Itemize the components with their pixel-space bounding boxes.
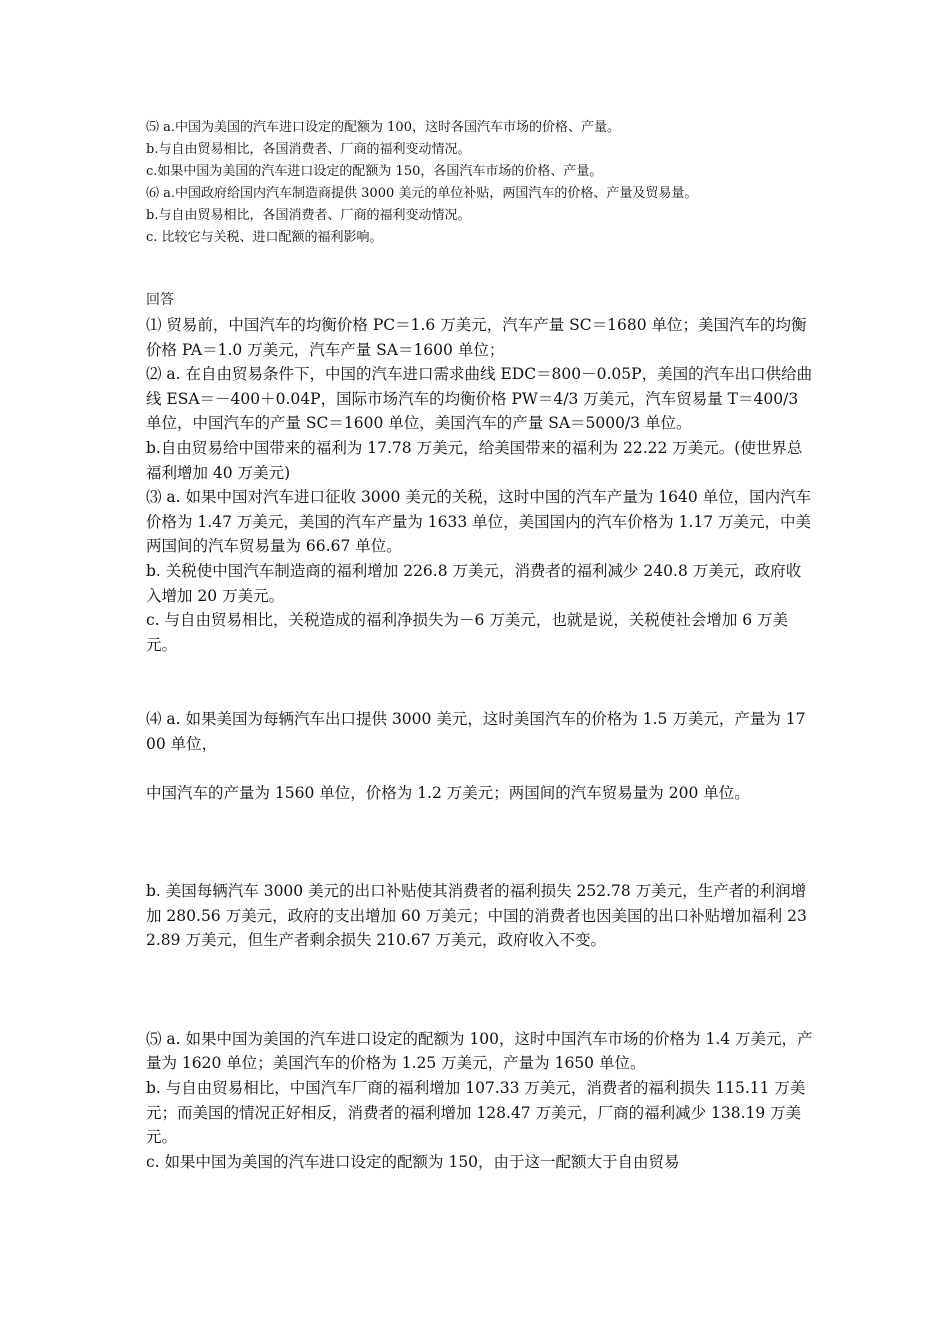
answer-section	[146, 291, 814, 1174]
answer-4a-part2: 中国汽车的产量为 1560 单位，价格为 1.2 万美元；两国间的汽车贸易量为 200 单位。	[146, 783, 750, 802]
answer-header: 回答	[146, 292, 174, 308]
question-6a: ⑹ a.中国政府给国内汽车制造商提供 3000 美元的单位补贴，两国汽车的价格、产量及贸易量。	[146, 186, 698, 201]
answer-5c: c. 如果中国为美国的汽车进口设定的配额为 150，由于这一配额大于自由贸易	[146, 1152, 680, 1171]
spacer	[146, 657, 814, 707]
answer-4b: b. 美国每辆汽车 3000 美元的出口补贴使其消费者的福利损失 252.78 万美元，生产者的利润增加 280.56 万美元，政府的支出增加 60 万美元；中国的消费者也因美国的出口补贴增加福利 232.89 万美元，但生产者剩余损失 210.67 万美元，政府收入不变。	[146, 882, 807, 950]
answer-4a-part1: ⑷ a. 如果美国为每辆汽车出口提供 3000 美元，这时美国汽车的价格为 1.5 万美元，产量为 1700 单位，	[146, 710, 806, 753]
answer-2b: b.自由贸易给中国带来的福利为 17.78 万美元，给美国带来的福利为 22.22 万美元。(使世界总福利增加 40 万美元)	[146, 438, 803, 482]
answer-1: ⑴ 贸易前，中国汽车的均衡价格 PC＝1.6 万美元，汽车产量 SC＝1680 单位；美国汽车的均衡价格 PA＝1.0 万美元，汽车产量 SA＝1600 单位；	[146, 316, 807, 359]
spacer	[146, 805, 814, 879]
question-list	[146, 117, 826, 249]
answer-3a: ⑶ a. 如果中国对汽车进口征收 3000 美元的关税，这时中国的汽车产量为 1640 单位，国内汽车价格为 1.47 万美元，美国的汽车产量为 1633 单位，美国国内的汽车价格为 1.17 万美元，中美两国间的汽车贸易量为 66.67 单位。	[146, 488, 812, 556]
answer-3c: c. 与自由贸易相比，关税造成的福利净损失为－6 万美元，也就是说，关税使社会增加 6 万美元。	[146, 611, 789, 654]
spacer	[146, 953, 814, 1027]
answer-3b: b. 关税使中国汽车制造商的福利增加 226.8 万美元，消费者的福利减少 240.8 万美元，政府收入增加 20 万美元。	[146, 561, 802, 605]
question-6b: b.与自由贸易相比，各国消费者、厂商的福利变动情况。	[146, 208, 471, 223]
question-5b: b.与自由贸易相比，各国消费者、厂商的福利变动情况。	[146, 142, 471, 157]
question-5a: ⑸ a.中国为美国的汽车进口设定的配额为 100，这时各国汽车市场的价格、产量。	[146, 120, 620, 135]
question-5c: c.如果中国为美国的汽车进口设定的配额为 150，各国汽车市场的价格、产量。	[146, 164, 603, 179]
answer-5a: ⑸ a. 如果中国为美国的汽车进口设定的配额为 100，这时中国汽车市场的价格为 1.4 万美元，产量为 1620 单位；美国汽车的价格为 1.25 万美元，产量为 1650 单位。	[146, 1029, 813, 1073]
spacer	[146, 757, 814, 781]
question-6c: c. 比较它与关税、进口配额的福利影响。	[146, 230, 383, 245]
answer-2a: ⑵ a. 在自由贸易条件下，中国的汽车进口需求曲线 EDC＝800－0.05P，美国的汽车出口供给曲线 ESA＝－400＋0.04P，国际市场汽车的均衡价格 PW＝4/3 万美元，汽车贸易量 T＝400/3 单位，中国汽车的产量 SC＝1600 单位，美国汽车的产量 SA＝5000/3 单位。	[146, 365, 813, 433]
answer-5b: b. 与自由贸易相比，中国汽车厂商的福利增加 107.33 万美元，消费者的福利损失 115.11 万美元；而美国的情况正好相反，消费者的福利增加 128.47 万美元，厂商的福利减少 138.19 万美元。	[146, 1079, 806, 1147]
